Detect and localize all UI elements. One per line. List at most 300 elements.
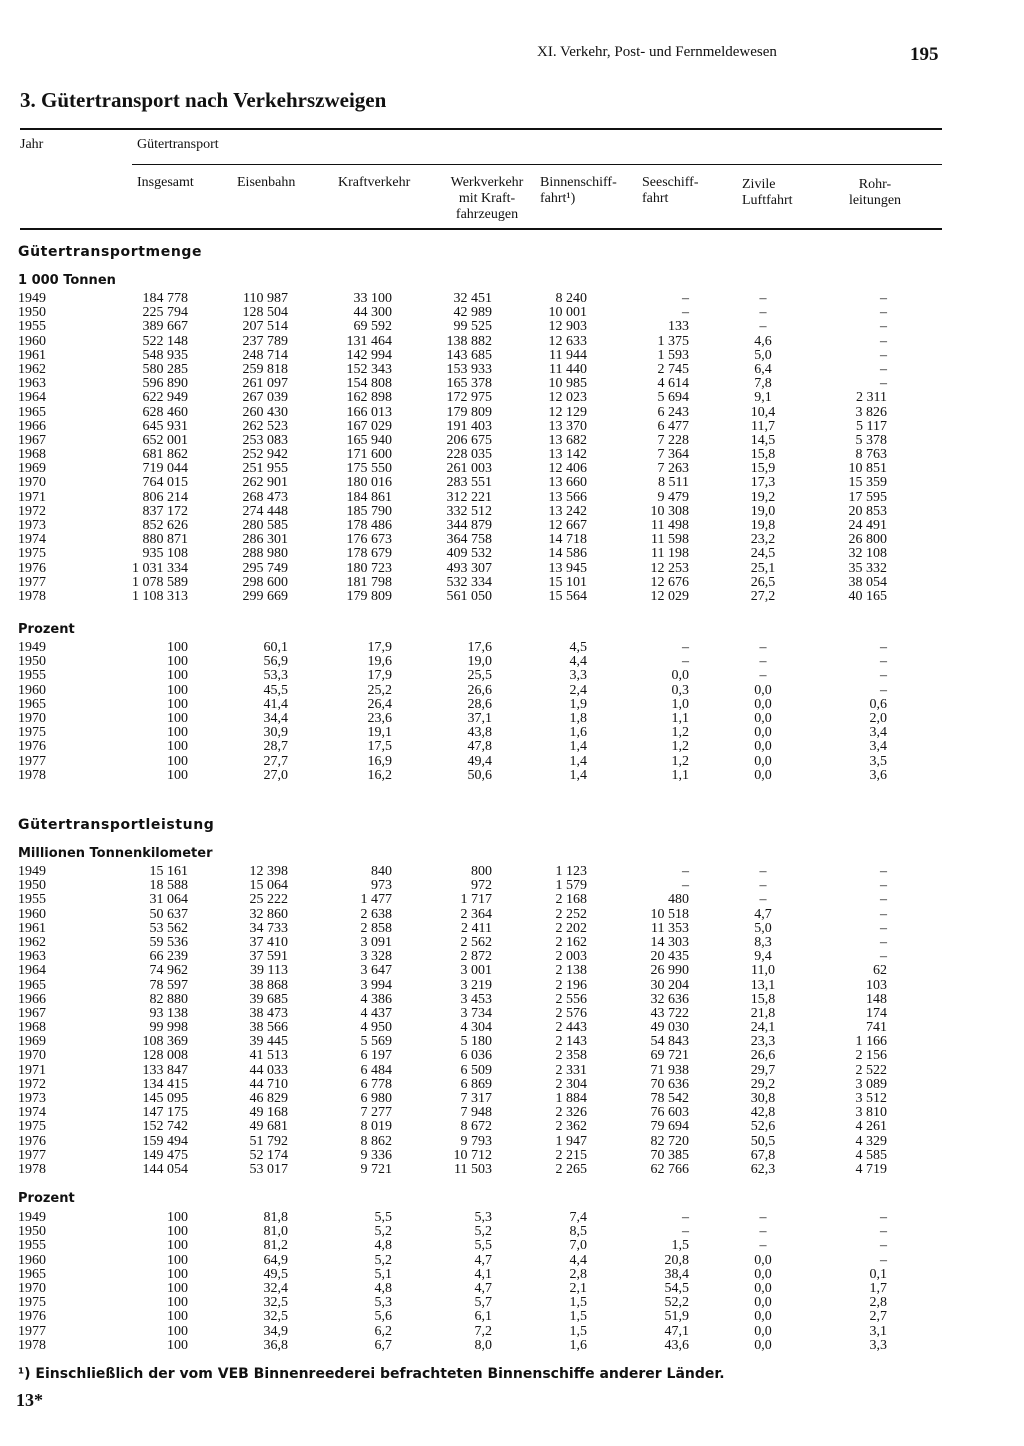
cell-insgesamt: 128 008 — [142, 1048, 188, 1064]
cell-rohrleitungen: 3,5 — [869, 753, 887, 769]
cell-luftfahrt: 6,4 — [754, 361, 772, 377]
col-header-rohr-line1: Rohr- — [858, 177, 892, 192]
col-header-werkverkehr-line1: Werkverkehr — [450, 175, 524, 190]
cell-werkverkehr: 1 717 — [460, 892, 492, 908]
table-row — [18, 740, 928, 754]
cell-year: 1955 — [18, 319, 46, 335]
cell-year: 1949 — [18, 1210, 46, 1225]
cell-binnenschiffahrt: 2,1 — [569, 1280, 587, 1296]
table-row — [18, 979, 928, 993]
group-rule — [132, 164, 942, 165]
cell-seeschiffahrt: 20 435 — [650, 949, 689, 965]
cell-rohrleitungen: 3,6 — [869, 767, 887, 783]
cell-eisenbahn: 81,0 — [263, 1224, 288, 1240]
cell-kraftverkehr: 9 336 — [360, 1147, 392, 1163]
cell-kraftverkehr: 33 100 — [353, 291, 392, 306]
cell-binnenschiffahrt: 1,8 — [569, 710, 587, 726]
cell-year: 1964 — [18, 963, 46, 979]
cell-kraftverkehr: 973 — [371, 878, 392, 894]
cell-binnenschiffahrt: 12 023 — [548, 390, 587, 406]
cell-insgesamt: 764 015 — [142, 475, 188, 491]
cell-luftfahrt: 7,8 — [754, 376, 772, 392]
cell-seeschiffahrt: 12 029 — [650, 588, 689, 604]
cell-kraftverkehr: 2 858 — [360, 920, 392, 936]
cell-binnenschiffahrt: 7,4 — [569, 1210, 587, 1225]
cell-year: 1949 — [18, 291, 46, 306]
cell-seeschiffahrt: 54,5 — [664, 1280, 689, 1296]
cell-seeschiffahrt: 69 721 — [650, 1048, 689, 1064]
table-row — [18, 964, 928, 978]
cell-eisenbahn: 49 681 — [249, 1119, 288, 1135]
table-row — [18, 655, 928, 669]
col-header-see-line1: Seeschiff- — [642, 175, 699, 190]
table-row — [18, 292, 928, 306]
cell-luftfahrt: 19,2 — [750, 489, 776, 505]
cell-insgesamt: 100 — [167, 696, 188, 712]
cell-werkverkehr: 43,8 — [467, 725, 492, 741]
cell-luftfahrt: 23,3 — [750, 1034, 776, 1050]
cell-insgesamt: 100 — [167, 725, 188, 741]
cell-seeschiffahrt: 20,8 — [664, 1252, 689, 1268]
cell-year: 1955 — [18, 1238, 46, 1254]
unit-label-tkm: Millionen Tonnenkilometer — [18, 846, 213, 861]
cell-rohrleitungen: 4 719 — [855, 1161, 887, 1177]
cell-binnenschiffahrt: 1,4 — [569, 767, 587, 783]
cell-year: 1978 — [18, 588, 46, 604]
cell-werkverkehr: 3 734 — [460, 1005, 492, 1021]
cell-insgesamt: 99 998 — [149, 1020, 188, 1036]
cell-eisenbahn: 15 064 — [249, 878, 288, 894]
cell-year: 1949 — [18, 864, 46, 879]
cell-luftfahrt: 29,2 — [750, 1076, 776, 1092]
cell-seeschiffahrt: 30 204 — [650, 977, 689, 993]
cell-insgesamt: 100 — [167, 767, 188, 783]
table-row — [18, 491, 928, 505]
cell-year: 1964 — [18, 390, 46, 406]
cell-werkverkehr: 5,5 — [474, 1238, 492, 1254]
cell-year: 1963 — [18, 376, 46, 392]
cell-luftfahrt: 19,0 — [750, 503, 776, 519]
cell-luftfahrt: – — [759, 878, 767, 894]
cell-rohrleitungen: 3,1 — [869, 1323, 887, 1339]
cell-luftfahrt: 67,8 — [750, 1147, 776, 1163]
cell-werkverkehr: 9 793 — [460, 1133, 492, 1149]
cell-luftfahrt: 0,0 — [754, 696, 772, 712]
cell-eisenbahn: 27,7 — [263, 753, 288, 769]
cell-kraftverkehr: 16,2 — [367, 767, 392, 783]
cell-year: 1965 — [18, 696, 46, 712]
cell-year: 1976 — [18, 739, 46, 755]
cell-year: 1962 — [18, 361, 46, 377]
cell-rohrleitungen: – — [880, 305, 887, 321]
cell-eisenbahn: 49 168 — [249, 1105, 288, 1121]
cell-kraftverkehr: 19,6 — [367, 654, 392, 670]
cell-insgesamt: 389 667 — [142, 319, 188, 335]
cell-rohrleitungen: – — [880, 1252, 887, 1268]
cell-insgesamt: 50 637 — [149, 906, 188, 922]
cell-binnenschiffahrt: 13 945 — [548, 560, 587, 576]
cell-kraftverkehr: 8 862 — [360, 1133, 392, 1149]
cell-rohrleitungen: – — [880, 347, 887, 363]
cell-year: 1975 — [18, 725, 46, 741]
cell-year: 1973 — [18, 518, 46, 533]
cell-seeschiffahrt: 6 243 — [657, 404, 689, 420]
cell-eisenbahn: 38 868 — [249, 977, 288, 993]
table-row — [18, 1239, 928, 1253]
cell-kraftverkehr: 69 592 — [353, 319, 392, 335]
cell-kraftverkehr: 184 861 — [346, 489, 392, 505]
cell-binnenschiffahrt: 2 331 — [555, 1062, 587, 1078]
table-row — [18, 893, 928, 907]
cell-year: 1966 — [18, 991, 46, 1007]
cell-rohrleitungen: – — [880, 864, 887, 879]
cell-insgesamt: 149 475 — [142, 1147, 188, 1163]
col-header-luft-line2: Luftfahrt — [742, 193, 793, 208]
cell-kraftverkehr: 181 798 — [346, 574, 392, 590]
cell-seeschiffahrt: 38,4 — [664, 1266, 689, 1282]
cell-eisenbahn: 37 410 — [249, 934, 288, 950]
cell-kraftverkehr: 5,5 — [374, 1210, 392, 1225]
top-rule — [20, 128, 942, 130]
cell-insgesamt: 100 — [167, 1266, 188, 1282]
cell-werkverkehr: 2 872 — [460, 949, 492, 965]
cell-rohrleitungen: 4 329 — [855, 1133, 887, 1149]
cell-year: 1969 — [18, 1034, 46, 1050]
cell-insgesamt: 100 — [167, 654, 188, 670]
cell-eisenbahn: 44 710 — [249, 1076, 288, 1092]
cell-werkverkehr: 261 003 — [446, 461, 492, 477]
cell-seeschiffahrt: 10 518 — [650, 906, 689, 922]
cell-werkverkehr: 283 551 — [446, 475, 492, 491]
table-row — [18, 1021, 928, 1035]
cell-binnenschiffahrt: 1,9 — [569, 696, 587, 712]
cell-eisenbahn: 260 430 — [242, 404, 288, 420]
table-body-menge — [18, 292, 928, 604]
cell-werkverkehr: 5 180 — [460, 1034, 492, 1050]
cell-seeschiffahrt: 32 636 — [650, 991, 689, 1007]
cell-seeschiffahrt: 26 990 — [650, 963, 689, 979]
cell-insgesamt: 100 — [167, 753, 188, 769]
cell-kraftverkehr: 9 721 — [360, 1161, 392, 1177]
cell-rohrleitungen: 26 800 — [848, 532, 887, 548]
cell-insgesamt: 59 536 — [149, 934, 188, 950]
cell-insgesamt: 82 880 — [149, 991, 188, 1007]
cell-kraftverkehr: 4 437 — [360, 1005, 392, 1021]
table-row — [18, 406, 928, 420]
cell-rohrleitungen: 24 491 — [848, 518, 887, 533]
table-body-leistung — [18, 865, 928, 1177]
table-row — [18, 865, 928, 879]
cell-rohrleitungen: 3,4 — [869, 725, 887, 741]
cell-luftfahrt: 0,0 — [754, 682, 772, 698]
cell-rohrleitungen: – — [880, 291, 887, 306]
cell-kraftverkehr: 17,9 — [367, 668, 392, 684]
cell-eisenbahn: 128 504 — [242, 305, 288, 321]
cell-seeschiffahrt: 12 676 — [650, 574, 689, 590]
cell-werkverkehr: 364 758 — [446, 532, 492, 548]
cell-binnenschiffahrt: 12 667 — [548, 518, 587, 533]
table-row — [18, 1049, 928, 1063]
page-mark: 13* — [16, 1390, 43, 1410]
cell-eisenbahn: 38 566 — [249, 1020, 288, 1036]
cell-luftfahrt: – — [759, 305, 767, 321]
cell-binnenschiffahrt: 2 252 — [555, 906, 587, 922]
table-row — [18, 391, 928, 405]
table-row — [18, 1211, 928, 1225]
cell-kraftverkehr: 171 600 — [346, 447, 392, 463]
cell-binnenschiffahrt: 1 579 — [555, 878, 587, 894]
cell-insgesamt: 628 460 — [142, 404, 188, 420]
col-header-luftfahrt — [742, 177, 793, 209]
cell-year: 1949 — [18, 640, 46, 655]
cell-luftfahrt: 42,8 — [750, 1105, 776, 1121]
col-header-binnenschiffahrt — [540, 175, 617, 207]
cell-luftfahrt: 11,7 — [751, 418, 775, 434]
cell-seeschiffahrt: 11 498 — [651, 518, 689, 533]
cell-luftfahrt: 5,0 — [754, 920, 772, 936]
cell-eisenbahn: 32,5 — [263, 1309, 288, 1325]
cell-luftfahrt: 29,7 — [750, 1062, 776, 1078]
cell-insgesamt: 147 175 — [142, 1105, 188, 1121]
cell-rohrleitungen: – — [880, 376, 887, 392]
cell-kraftverkehr: 19,1 — [367, 725, 392, 741]
cell-rohrleitungen: 3 810 — [855, 1105, 887, 1121]
cell-year: 1960 — [18, 333, 46, 349]
cell-werkverkehr: 3 219 — [460, 977, 492, 993]
cell-year: 1975 — [18, 1295, 46, 1311]
cell-binnenschiffahrt: 12 129 — [548, 404, 587, 420]
table-row — [18, 1310, 928, 1324]
cell-year: 1969 — [18, 461, 46, 477]
cell-insgesamt: 145 095 — [142, 1091, 188, 1106]
header-bottom-rule — [20, 228, 942, 230]
cell-kraftverkehr: 176 673 — [346, 532, 392, 548]
cell-year: 1971 — [18, 1062, 46, 1078]
cell-rohrleitungen: – — [880, 682, 887, 698]
cell-werkverkehr: 165 378 — [446, 376, 492, 392]
cell-kraftverkehr: 6 484 — [360, 1062, 392, 1078]
cell-insgesamt: 18 588 — [149, 878, 188, 894]
cell-binnenschiffahrt: 12 406 — [548, 461, 587, 477]
col-header-kraftverkehr: Kraftverkehr — [338, 175, 411, 190]
cell-eisenbahn: 251 955 — [242, 461, 288, 477]
cell-year: 1950 — [18, 305, 46, 321]
cell-insgesamt: 134 415 — [142, 1076, 188, 1092]
cell-seeschiffahrt: 9 479 — [657, 489, 689, 505]
table-row — [18, 1035, 928, 1049]
cell-rohrleitungen: – — [880, 333, 887, 349]
cell-year: 1970 — [18, 710, 46, 726]
cell-binnenschiffahrt: 2 304 — [555, 1076, 587, 1092]
cell-eisenbahn: 46 829 — [249, 1091, 288, 1106]
cell-luftfahrt: 0,0 — [754, 1309, 772, 1325]
cell-year: 1967 — [18, 1005, 46, 1021]
cell-rohrleitungen: 3,4 — [869, 739, 887, 755]
cell-seeschiffahrt: 7 263 — [657, 461, 689, 477]
table-row — [18, 769, 928, 783]
cell-insgesamt: 622 949 — [142, 390, 188, 406]
cell-luftfahrt: 23,2 — [750, 532, 776, 548]
cell-year: 1977 — [18, 1147, 46, 1163]
table-row — [18, 505, 928, 519]
cell-binnenschiffahrt: 15 564 — [548, 588, 587, 604]
cell-werkverkehr: 2 364 — [460, 906, 492, 922]
table-body-leistung-prozent — [18, 1211, 928, 1353]
cell-seeschiffahrt: – — [682, 1210, 689, 1225]
table-row — [18, 590, 928, 604]
cell-seeschiffahrt: 133 — [668, 319, 689, 335]
cell-insgesamt: 880 871 — [142, 532, 188, 548]
table-row — [18, 1163, 928, 1177]
cell-rohrleitungen: 8 763 — [855, 447, 887, 463]
cell-werkverkehr: 49,4 — [467, 753, 492, 769]
table-row — [18, 420, 928, 434]
cell-seeschiffahrt: – — [682, 864, 689, 879]
cell-luftfahrt: 26,5 — [750, 574, 776, 590]
cell-eisenbahn: 39 685 — [249, 991, 288, 1007]
cell-werkverkehr: 42 989 — [453, 305, 492, 321]
cell-year: 1950 — [18, 654, 46, 670]
cell-binnenschiffahrt: 11 944 — [549, 347, 587, 363]
cell-rohrleitungen: 103 — [866, 977, 887, 993]
cell-kraftverkehr: 26,4 — [367, 696, 392, 712]
cell-year: 1970 — [18, 1048, 46, 1064]
cell-eisenbahn: 45,5 — [263, 682, 288, 698]
cell-eisenbahn: 12 398 — [249, 864, 288, 879]
cell-binnenschiffahrt: 7,0 — [569, 1238, 587, 1254]
cell-werkverkehr: 312 221 — [446, 489, 492, 505]
cell-year: 1974 — [18, 532, 46, 548]
cell-luftfahrt: – — [759, 654, 767, 670]
cell-year: 1976 — [18, 1133, 46, 1149]
cell-kraftverkehr: 4,8 — [374, 1280, 392, 1296]
cell-luftfahrt: 0,0 — [754, 739, 772, 755]
cell-seeschiffahrt: 0,3 — [671, 682, 689, 698]
cell-insgesamt: 100 — [167, 1309, 188, 1325]
footnote: ¹) Einschließlich der vom VEB Binnenreederei befrachteten Binnenschiffe anderer Länder. — [18, 1366, 725, 1382]
section-label-menge: Gütertransportmenge — [18, 244, 203, 260]
cell-eisenbahn: 52 174 — [249, 1147, 288, 1163]
cell-eisenbahn: 27,0 — [263, 767, 288, 783]
cell-kraftverkehr: 167 029 — [346, 418, 392, 434]
cell-werkverkehr: 228 035 — [446, 447, 492, 463]
cell-binnenschiffahrt: 2 003 — [555, 949, 587, 965]
cell-seeschiffahrt: 76 603 — [650, 1105, 689, 1121]
table-row — [18, 448, 928, 462]
cell-binnenschiffahrt: 8,5 — [569, 1224, 587, 1240]
cell-binnenschiffahrt: 2 362 — [555, 1119, 587, 1135]
cell-kraftverkehr: 6,2 — [374, 1323, 392, 1339]
cell-kraftverkehr: 154 808 — [346, 376, 392, 392]
cell-werkverkehr: 800 — [471, 864, 492, 879]
cell-eisenbahn: 64,9 — [263, 1252, 288, 1268]
cell-binnenschiffahrt: 12 633 — [548, 333, 587, 349]
cell-kraftverkehr: 179 809 — [346, 588, 392, 604]
table-row — [18, 1135, 928, 1149]
cell-binnenschiffahrt: 2,8 — [569, 1266, 587, 1282]
table-row — [18, 547, 928, 561]
cell-insgesamt: 548 935 — [142, 347, 188, 363]
cell-rohrleitungen: 2,7 — [869, 1309, 887, 1325]
table-row — [18, 1149, 928, 1163]
cell-werkverkehr: 532 334 — [446, 574, 492, 590]
cell-seeschiffahrt: – — [682, 640, 689, 655]
cell-rohrleitungen: – — [880, 934, 887, 950]
cell-werkverkehr: 4,7 — [474, 1280, 492, 1296]
cell-kraftverkehr: 152 343 — [346, 361, 392, 377]
cell-seeschiffahrt: – — [682, 654, 689, 670]
cell-year: 1970 — [18, 475, 46, 491]
cell-seeschiffahrt: 51,9 — [664, 1309, 689, 1325]
cell-rohrleitungen: 2,0 — [869, 710, 887, 726]
cell-seeschiffahrt: 11 198 — [651, 546, 689, 562]
cell-luftfahrt: 15,8 — [750, 447, 776, 463]
cell-seeschiffahrt: 7 228 — [657, 432, 689, 448]
cell-seeschiffahrt: – — [682, 1224, 689, 1240]
cell-insgesamt: 596 890 — [142, 376, 188, 392]
table-row — [18, 669, 928, 683]
cell-insgesamt: 645 931 — [142, 418, 188, 434]
cell-rohrleitungen: 0,6 — [869, 696, 887, 712]
cell-year: 1971 — [18, 489, 46, 505]
cell-werkverkehr: 28,6 — [467, 696, 492, 712]
cell-eisenbahn: 51 792 — [249, 1133, 288, 1149]
cell-binnenschiffahrt: 1,4 — [569, 739, 587, 755]
cell-luftfahrt: – — [759, 640, 767, 655]
cell-binnenschiffahrt: 4,4 — [569, 1252, 587, 1268]
cell-werkverkehr: 11 503 — [454, 1161, 492, 1177]
cell-werkverkehr: 5,3 — [474, 1210, 492, 1225]
cell-rohrleitungen: – — [880, 892, 887, 908]
cell-rohrleitungen: 40 165 — [848, 588, 887, 604]
col-header-rohrleitungen — [840, 177, 910, 209]
cell-eisenbahn: 56,9 — [263, 654, 288, 670]
cell-werkverkehr: 5,7 — [474, 1295, 492, 1311]
cell-werkverkehr: 206 675 — [446, 432, 492, 448]
cell-kraftverkehr: 5 569 — [360, 1034, 392, 1050]
cell-eisenbahn: 34,9 — [263, 1323, 288, 1339]
cell-luftfahrt: 62,3 — [750, 1161, 776, 1177]
cell-seeschiffahrt: 52,2 — [664, 1295, 689, 1311]
col-header-seeschiffahrt — [642, 175, 699, 207]
cell-rohrleitungen: – — [880, 1238, 887, 1254]
table-row — [18, 562, 928, 576]
cell-werkverkehr: 138 882 — [446, 333, 492, 349]
cell-eisenbahn: 110 987 — [243, 291, 288, 306]
cell-luftfahrt: – — [759, 1238, 767, 1254]
cell-rohrleitungen: 62 — [873, 963, 887, 979]
table-row — [18, 1296, 928, 1310]
cell-binnenschiffahrt: 10 001 — [548, 305, 587, 321]
table-row — [18, 641, 928, 655]
cell-eisenbahn: 288 980 — [242, 546, 288, 562]
cell-luftfahrt: 4,7 — [754, 906, 772, 922]
cell-rohrleitungen: 2,8 — [869, 1295, 887, 1311]
cell-insgesamt: 935 108 — [142, 546, 188, 562]
table-row — [18, 1254, 928, 1268]
cell-werkverkehr: 4 304 — [460, 1020, 492, 1036]
cell-eisenbahn: 41,4 — [263, 696, 288, 712]
cell-rohrleitungen: 17 595 — [848, 489, 887, 505]
cell-binnenschiffahrt: 1 884 — [555, 1091, 587, 1106]
cell-year: 1976 — [18, 1309, 46, 1325]
percent-label-leistung: Prozent — [18, 1191, 75, 1206]
cell-binnenschiffahrt: 13 660 — [548, 475, 587, 491]
cell-year: 1972 — [18, 503, 46, 519]
unit-label-tonnen: 1 000 Tonnen — [18, 273, 116, 288]
cell-seeschiffahrt: 47,1 — [664, 1323, 689, 1339]
col-header-werkverkehr-line2: mit Kraft- — [458, 191, 516, 206]
